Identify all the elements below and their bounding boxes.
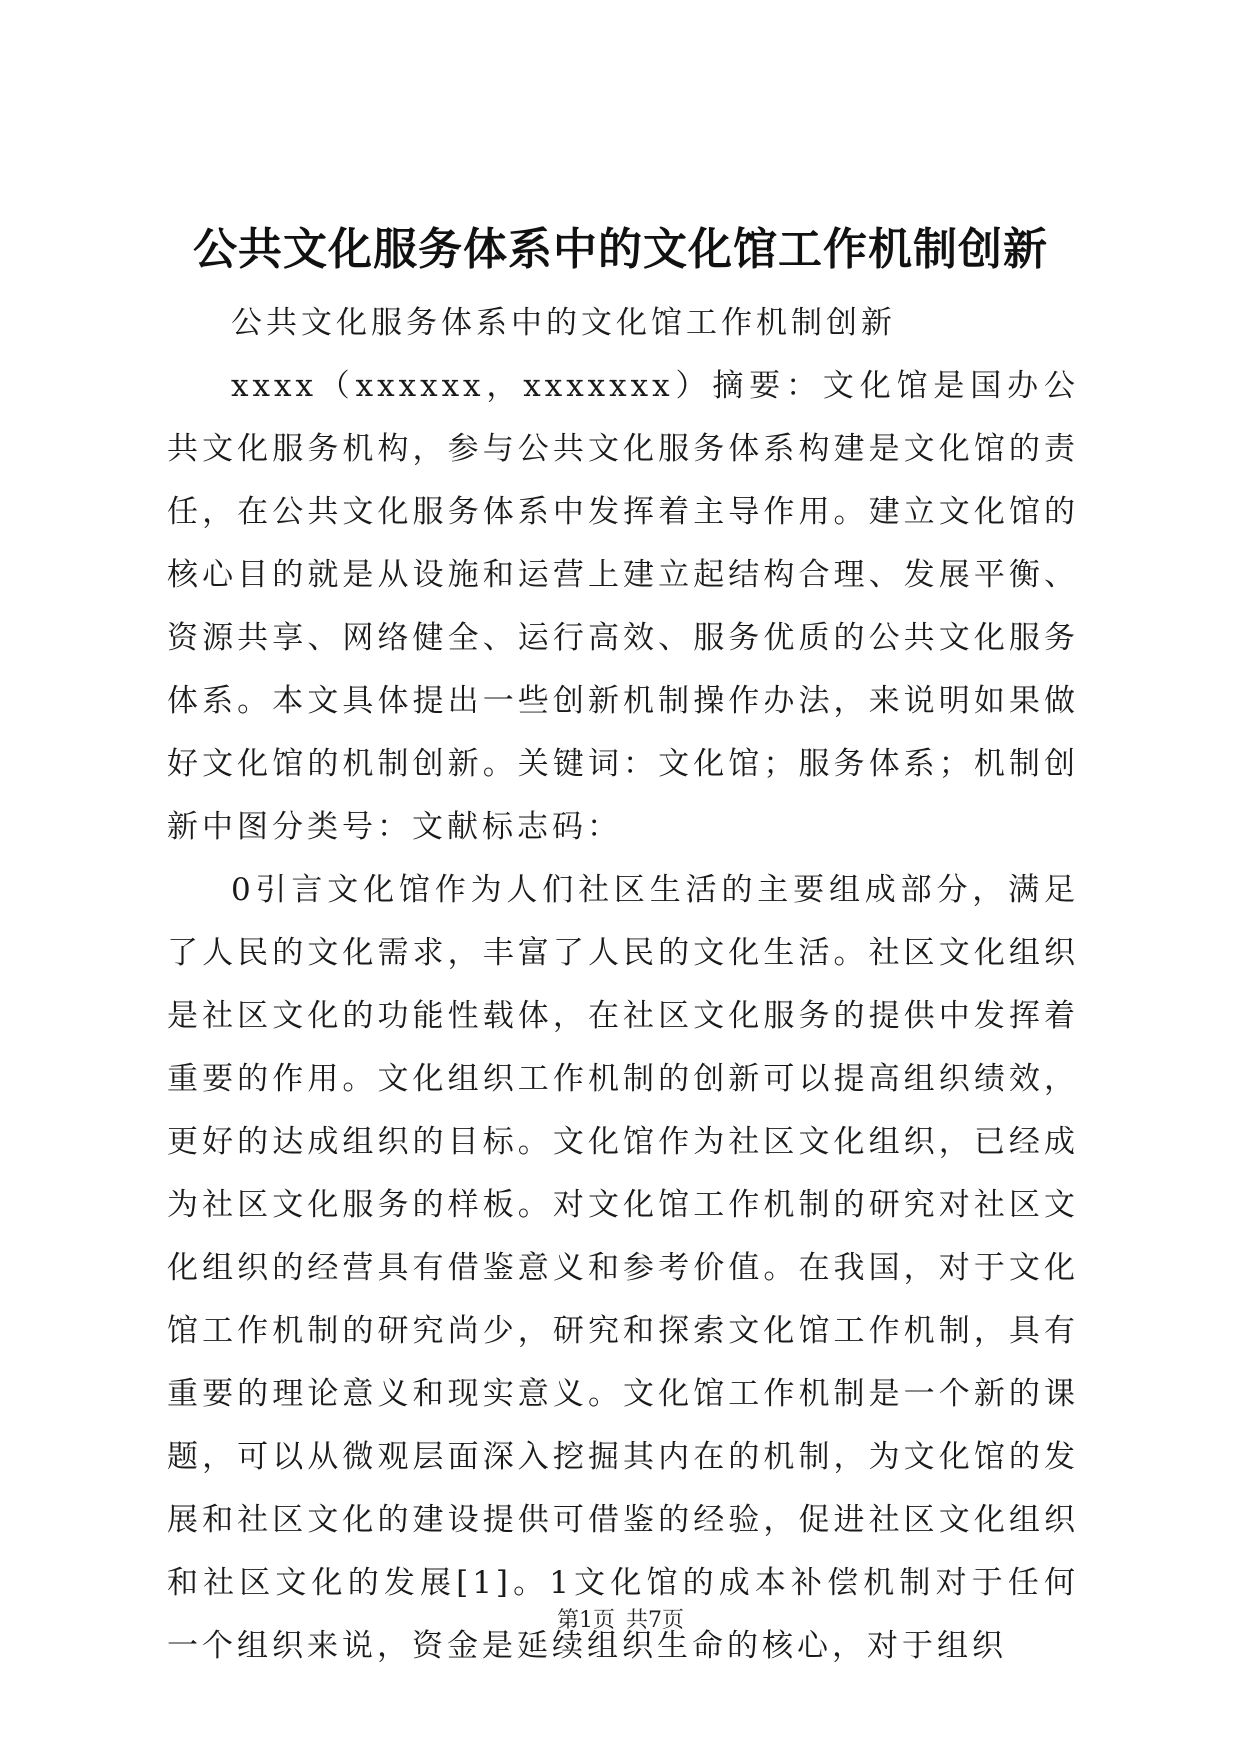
document-title: 公共文化服务体系中的文化馆工作机制创新	[193, 224, 1048, 275]
page-footer	[0, 1606, 1241, 1636]
page-number: 第1页	[557, 1608, 615, 1633]
abstract-paragraph: xxxx（xxxxxx，xxxxxxx）摘要：文化馆是国办公共文化服务机构，参与公共文化服务体系构建是文化馆的责任，在公共文化服务体系中发挥着主导作用。建立文化馆的核心目的就是从设施和运营上建立起结构合理、发展平衡、资源共享、网络健全、运行高效、服务优质的公共文化服务体系。本文具体提出一些创新机制操作办法，来说明如果做好文化馆的机制创新。关键词：文化馆；服务体系；机制创新中图分类号：文献标志码：	[167, 368, 1079, 845]
introduction-paragraph: 0引言文化馆作为人们社区生活的主要组成部分，满足了人民的文化需求，丰富了人民的文化生活。社区文化组织是社区文化的功能性载体，在社区文化服务的提供中发挥着重要的作用。文化组织工作机制的创新可以提高组织绩效，更好的达成组织的目标。文化馆作为社区文化组织，已经成为社区文化服务的样板。对文化馆工作机制的研究对社区文化组织的经营具有借鉴意义和参考价值。在我国，对于文化馆工作机制的研究尚少，研究和探索文化馆工作机制，具有重要的理论意义和现实意义。文化馆工作机制是一个新的课题，可以从微观层面深入挖掘其内在的机制，为文化馆的发展和社区文化的建设提供可借鉴的经验，促进社区文化组织和社区文化的发展[1]。1文化馆的成本补偿机制对于任何一个组织来说，资金是延续组织生命的核心，对于组织	[167, 872, 1079, 1664]
document-body	[167, 292, 1079, 1678]
subtitle-paragraph: 公共文化服务体系中的文化馆工作机制创新	[231, 305, 896, 341]
page-total: 共7页	[626, 1608, 684, 1633]
